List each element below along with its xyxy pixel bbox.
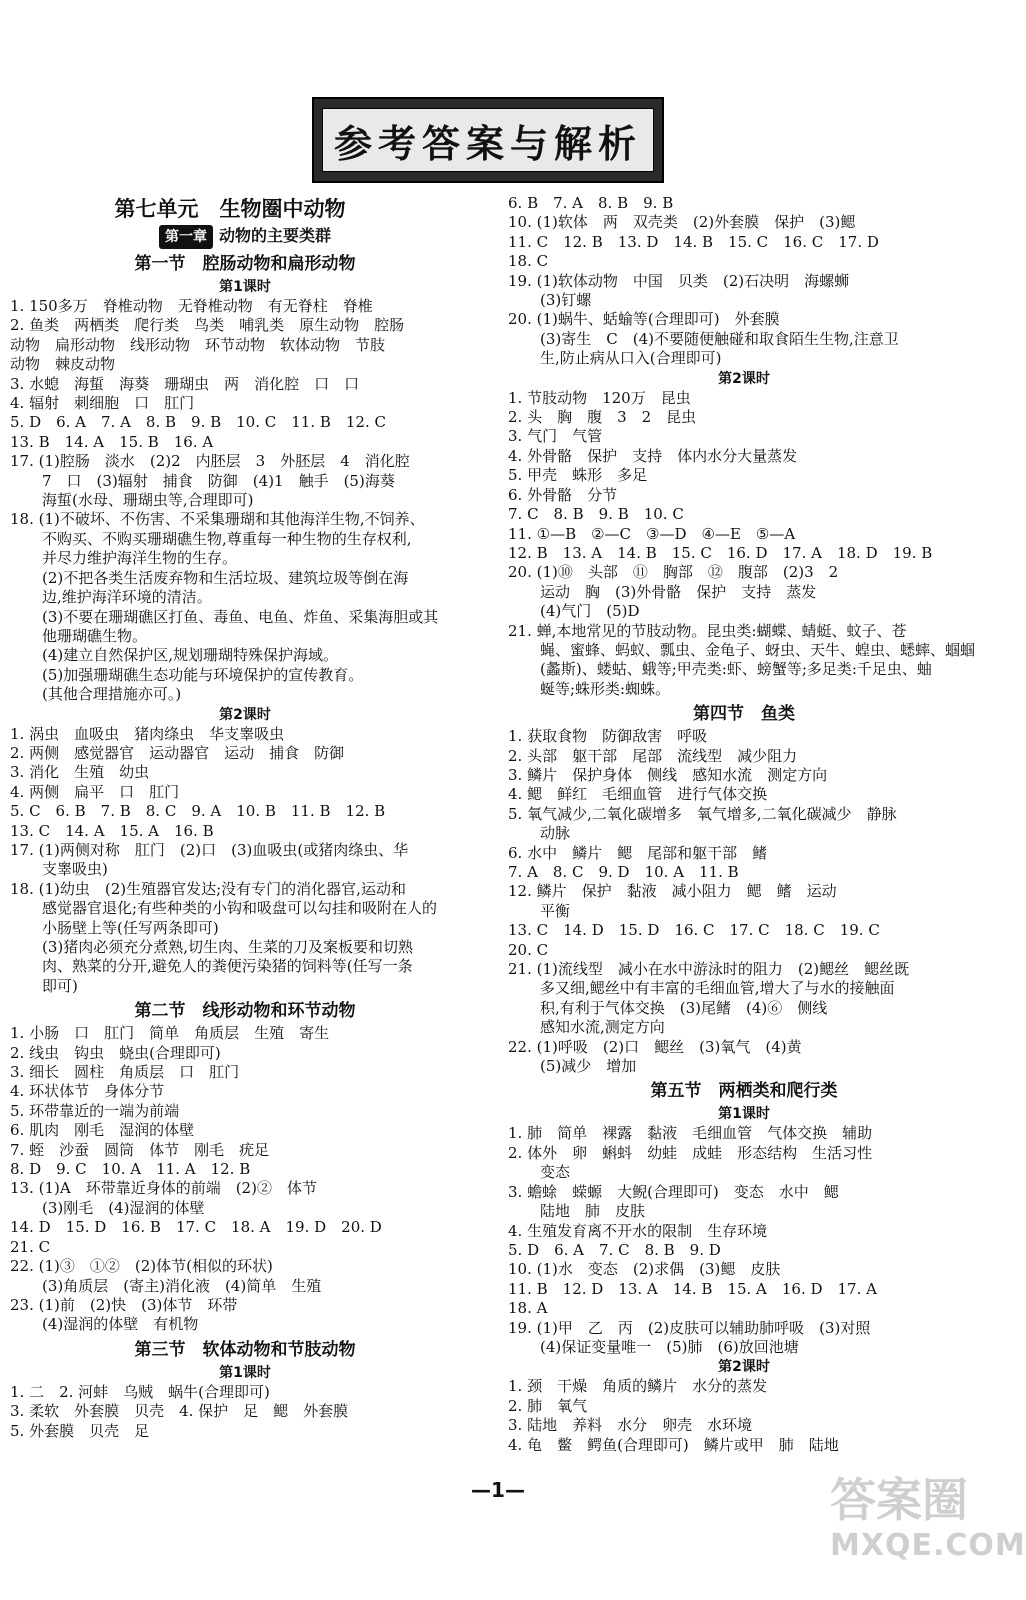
- answer-line: 1. 颈 干燥 角质的鳞片 水分的蒸发: [508, 1377, 768, 1396]
- answer-line: 5. 甲壳 蛛形 多足: [508, 466, 648, 485]
- answer-line: 1. 获取食物 防御敌害 呼吸: [508, 727, 708, 746]
- answer-line: 动脉: [540, 824, 571, 843]
- section-heading: 第一节 腔肠动物和扁形动物: [134, 254, 356, 274]
- answer-line: 3. 柔软 外套膜 贝壳 4. 保护 足 鳃 外套膜: [10, 1402, 349, 1421]
- answer-line: 肉、熟菜的分开,避免人的粪便污染猪的饲料等(任写一条: [42, 957, 413, 976]
- answer-line: 18. (1)不破坏、不伤害、不采集珊瑚和其他海洋生物,不饲养、: [10, 510, 425, 529]
- answer-line: 11. C 12. B 13. D 14. B 15. C 16. C 17. D: [508, 232, 879, 251]
- answer-line: 11. ①—B ②—C ③—D ④—E ⑤—A: [508, 524, 796, 543]
- answer-line: 22. (1)③ ①② (2)体节(相似的环状): [10, 1257, 273, 1276]
- answer-line: 小肠壁上等(任写两条即可): [42, 918, 219, 937]
- lesson-heading: 第1课时: [718, 1106, 770, 1123]
- answer-line: 14. D 15. D 16. B 17. C 18. A 19. D 20. D: [10, 1218, 382, 1237]
- answer-line: 5. 外套膜 贝壳 足: [10, 1421, 150, 1440]
- answer-line: 20. (1)蜗牛、蛞蝓等(合理即可) 外套膜: [508, 310, 780, 329]
- lesson-heading: 第1课时: [219, 279, 271, 295]
- answer-line: 4. 环状体节 身体分节: [10, 1082, 165, 1101]
- answer-line: 2. 两侧 感觉器官 运动器官 运动 捕食 防御: [10, 743, 345, 762]
- watermark-logo: [830, 1472, 1026, 1582]
- answer-line: 感知水流,测定方向: [540, 1018, 665, 1037]
- answer-line: 5. 环带靠近的一端为前端: [10, 1101, 180, 1120]
- answer-line: 10. (1)水 变态 (2)求偶 (3)鳃 皮肤: [508, 1260, 781, 1279]
- answer-line: 2. 头部 躯干部 尾部 流线型 减少阻力: [508, 746, 798, 765]
- answer-line: 6. 水中 鳞片 鳃 尾部和躯干部 鳍: [508, 843, 768, 862]
- answer-line: 13. C 14. D 15. D 16. C 17. C 18. C 19. C: [508, 921, 880, 940]
- answer-line: 边,维护海洋环境的清洁。: [42, 588, 212, 607]
- answer-line: 22. (1)呼吸 (2)口 鳃丝 (3)氧气 (4)黄: [508, 1037, 802, 1056]
- answer-line: 10. (1)软体 两 双壳类 (2)外套膜 保护 (3)鳃: [508, 213, 856, 232]
- title-banner-inner: [322, 108, 654, 172]
- answer-line: 1. 节肢动物 120万 昆虫: [508, 388, 691, 407]
- answer-line: 4. 龟 鳖 鳄鱼(合理即可) 鳞片或甲 肺 陆地: [508, 1435, 839, 1454]
- answer-line: (5)加强珊瑚礁生态功能与环境保护的宣传教育。: [42, 665, 364, 684]
- lesson-heading: 第2课时: [219, 706, 271, 723]
- answer-line: 3. 细长 圆柱 角质层 口 肛门: [10, 1063, 240, 1082]
- answer-line: 平衡: [540, 901, 571, 920]
- answer-line: 17. (1)腔肠 淡水 (2)2 内胚层 3 外胚层 4 消化腔: [10, 452, 410, 471]
- lesson-heading: 第2课时: [718, 1359, 770, 1376]
- answer-line: 感觉器官退化;有些种类的小钩和吸盘可以勾挂和吸附在人的: [42, 899, 438, 918]
- answer-line: (3)寄生 C (4)不要随便触碰和取食陌生生物,注意卫: [540, 329, 899, 348]
- left-column: [10, 194, 480, 1441]
- answer-line: 3. 气门 气管: [508, 427, 603, 446]
- answer-line: 3. 陆地 养料 水分 卵壳 水环境: [508, 1416, 753, 1435]
- answer-line: 3. 消化 生殖 幼虫: [10, 763, 150, 782]
- answer-line: 7. 蛭 沙蚕 圆筒 体节 刚毛 疣足: [10, 1140, 270, 1159]
- answer-line: 运动 胸 (3)外骨骼 保护 支持 蒸发: [540, 582, 817, 601]
- answer-line: 17. (1)两侧对称 肛门 (2)口 (3)血吸虫(或猪肉绦虫、华: [10, 840, 409, 859]
- lesson-heading: 第2课时: [718, 370, 770, 387]
- answer-line: 1. 肺 简单 裸露 黏液 毛细血管 气体交换 辅助: [508, 1124, 873, 1143]
- answer-line: 13. B 14. A 15. B 16. A: [10, 432, 214, 451]
- answer-line: 19. (1)甲 乙 丙 (2)皮肤可以辅助肺呼吸 (3)对照: [508, 1318, 871, 1337]
- answer-line: 3. 水螅 海蜇 海葵 珊瑚虫 两 消化腔 口 口: [10, 374, 360, 393]
- answer-line: 1. 涡虫 血吸虫 猪肉绦虫 华支睾吸虫: [10, 724, 285, 743]
- answer-line: (4)湿润的体壁 有机物: [42, 1315, 199, 1334]
- section-heading: 第三节 软体动物和节肢动物: [134, 1339, 356, 1360]
- answer-line: 并尽力维护海洋生物的生存。: [42, 549, 238, 568]
- answer-line: (3)钉螺: [540, 291, 592, 310]
- answer-line: 4. 外骨骼 保护 支持 体内水分大量蒸发: [508, 446, 798, 465]
- answer-line: 3. 蟾蜍 蝾螈 大鲵(合理即可) 变态 水中 鳃: [508, 1182, 839, 1201]
- chapter-heading: [10, 224, 480, 249]
- answer-line: 4. 两侧 扁平 口 肛门: [10, 782, 180, 801]
- answer-line: 21. 蝉,本地常见的节肢动物。昆虫类:蝴蝶、蜻蜓、蚊子、苍: [508, 621, 907, 640]
- answer-line: 7. C 8. B 9. B 10. C: [508, 505, 684, 524]
- answer-line: 1. 150多万 脊椎动物 无脊椎动物 有无脊柱 脊椎: [10, 297, 373, 315]
- answer-line: (3)角质层 (寄主)消化液 (4)简单 生殖: [42, 1276, 322, 1295]
- answer-line: (5)减少 增加: [540, 1057, 637, 1076]
- answer-line: 积,有利于气体交换 (3)尾鳍 (4)⑥ 侧线: [540, 998, 828, 1017]
- answer-line: 11. B 12. D 13. A 14. B 15. A 16. D 17. A: [508, 1279, 877, 1298]
- answer-line: 6. B 7. A 8. B 9. B: [508, 194, 674, 212]
- answer-line: 20. C: [508, 940, 549, 959]
- answer-line: 4. 生殖发育离不开水的限制 生存环境: [508, 1221, 768, 1240]
- section-heading: 第二节 线形动物和环节动物: [134, 1001, 356, 1022]
- page-title: 参考答案与解析: [333, 121, 642, 166]
- answer-line: 蜒等;蛛形类:蜘蛛。: [540, 679, 671, 698]
- answer-line: 多又细,鳃丝中有丰富的毛细血管,增大了与水的接触面: [540, 979, 895, 998]
- answer-line: 18. A: [508, 1299, 548, 1318]
- answer-line: 2. 鱼类 两栖类 爬行类 鸟类 哺乳类 原生动物 腔肠: [10, 316, 405, 335]
- answer-line: 7 口 (3)辐射 捕食 防御 (4)1 触手 (5)海葵: [42, 471, 395, 490]
- answer-line: 4. 辐射 刺细胞 口 肛门: [10, 394, 195, 413]
- answer-line: 不购买、不购买珊瑚礁生物,尊重每一种生物的生存权利,: [42, 529, 412, 548]
- answer-line: 陆地 肺 皮肤: [540, 1202, 646, 1221]
- answer-line: 4. 鳃 鲜红 毛细血管 进行气体交换: [508, 785, 768, 804]
- answer-line: 18. C: [508, 252, 549, 271]
- answer-line: (2)不把各类生活废弃物和生活垃圾、建筑垃圾等倒在海: [42, 568, 409, 587]
- answer-line: 18. (1)幼虫 (2)生殖器官发达;没有专门的消化器官,运动和: [10, 879, 406, 898]
- answer-line: 8. D 9. C 10. A 11. A 12. B: [10, 1160, 251, 1179]
- answer-line: 2. 体外 卵 蝌蚪 幼蛙 成蛙 形态结构 生活习性: [508, 1143, 873, 1162]
- answer-line: (4)保证变量唯一 (5)肺 (6)放回池塘: [540, 1337, 799, 1356]
- answer-line: 生,防止病从口入(合理即可): [540, 349, 722, 368]
- answer-line: (蠡斯)、蝼蛄、蛾等;甲壳类:虾、螃蟹等;多足类:千足虫、蚰: [540, 660, 932, 679]
- section-heading: 第五节 两栖类和爬行类: [650, 1081, 838, 1102]
- answer-line: 5. D 6. A 7. C 8. B 9. D: [508, 1240, 721, 1259]
- answer-line: 5. C 6. B 7. B 8. C 9. A 10. B 11. B 12. B: [10, 802, 386, 821]
- answer-line: 19. (1)软体动物 中国 贝类 (2)石决明 海螺蛳: [508, 271, 850, 290]
- answer-line: 6. 肌肉 刚毛 湿润的体壁: [10, 1121, 195, 1140]
- answer-line: 12. 鳞片 保护 黏液 减小阻力 鳃 鳍 运动: [508, 882, 837, 901]
- answer-line: 1. 小肠 口 肛门 简单 角质层 生殖 寄生: [10, 1024, 330, 1043]
- title-banner: [312, 97, 664, 183]
- answer-line: (3)不要在珊瑚礁区打鱼、毒鱼、电鱼、炸鱼、采集海胆或其: [42, 607, 439, 626]
- answer-line: (其他合理措施亦可。): [42, 685, 182, 704]
- answer-line: 12. B 13. A 14. B 15. C 16. D 17. A 18. D 19. B: [508, 543, 933, 562]
- answer-line: (3)刚毛 (4)湿润的体壁: [42, 1198, 205, 1217]
- unit-heading: 第七单元 生物圈中动物: [114, 197, 346, 221]
- answer-line: 海蜇(水母、珊瑚虫等,合理即可): [42, 491, 254, 510]
- watermark-url: MXQE.COM: [830, 1528, 1026, 1563]
- chapter-label: 第一章: [159, 225, 213, 249]
- answer-line: 蝇、蜜蜂、蚂蚁、瓢虫、金龟子、蚜虫、天牛、蝗虫、蟋蟀、蝈蝈: [540, 640, 976, 659]
- answer-line: 2. 肺 氧气: [508, 1396, 588, 1415]
- answer-line: 动物 扁形动物 线形动物 环节动物 软体动物 节肢: [10, 335, 386, 354]
- answer-line: 23. (1)前 (2)快 (3)体节 环带: [10, 1295, 238, 1314]
- right-column: [508, 194, 980, 1455]
- answer-line: 3. 鳞片 保护身体 侧线 感知水流 测定方向: [508, 765, 828, 784]
- answer-line: 13. (1)A 环带靠近身体的前端 (2)② 体节: [10, 1179, 317, 1198]
- answer-line: 21. (1)流线型 减小在水中游泳时的阻力 (2)鳃丝 鳃丝既: [508, 960, 910, 979]
- page-number: —1—: [471, 1478, 525, 1502]
- answer-line: (4)气门 (5)D: [540, 602, 640, 621]
- answer-line: 动物 棘皮动物: [10, 355, 116, 374]
- section-heading: 第四节 鱼类: [693, 704, 795, 725]
- answer-line: 即可): [42, 976, 78, 995]
- watermark-mark: 答案圈: [830, 1473, 968, 1527]
- lesson-heading: 第1课时: [219, 1364, 271, 1381]
- answer-line: 13. C 14. A 15. A 16. B: [10, 821, 214, 840]
- answer-line: (4)建立自然保护区,规划珊瑚特殊保护海域。: [42, 646, 339, 665]
- answer-line: 20. (1)⑩ 头部 ⑪ 胸部 ⑫ 腹部 (2)3 2: [508, 563, 839, 582]
- answer-line: 21. C: [10, 1237, 51, 1256]
- answer-line: 支睾吸虫): [42, 860, 108, 879]
- answer-line: 变态: [540, 1163, 571, 1182]
- answer-line: 2. 线虫 钩虫 蛲虫(合理即可): [10, 1043, 221, 1062]
- answer-line: 5. 氧气减少,二氧化碳增多 氧气增多,二氧化碳减少 静脉: [508, 804, 897, 823]
- answer-line: 7. A 8. C 9. D 10. A 11. B: [508, 863, 739, 881]
- answer-line: (3)猪肉必须充分煮熟,切生肉、生菜的刀及案板要和切熟: [42, 938, 414, 956]
- chapter-title: 动物的主要类群: [218, 226, 331, 245]
- answer-line: 2. 头 胸 腹 3 2 昆虫: [508, 408, 697, 427]
- answer-line: 6. 外骨骼 分节: [508, 485, 618, 504]
- answer-line: 1. 二 2. 河蚌 乌贼 蜗牛(合理即可): [10, 1382, 270, 1401]
- answer-line: 他珊瑚礁生物。: [42, 626, 148, 645]
- answer-line: 5. D 6. A 7. A 8. B 9. B 10. C 11. B 12. C: [10, 413, 386, 432]
